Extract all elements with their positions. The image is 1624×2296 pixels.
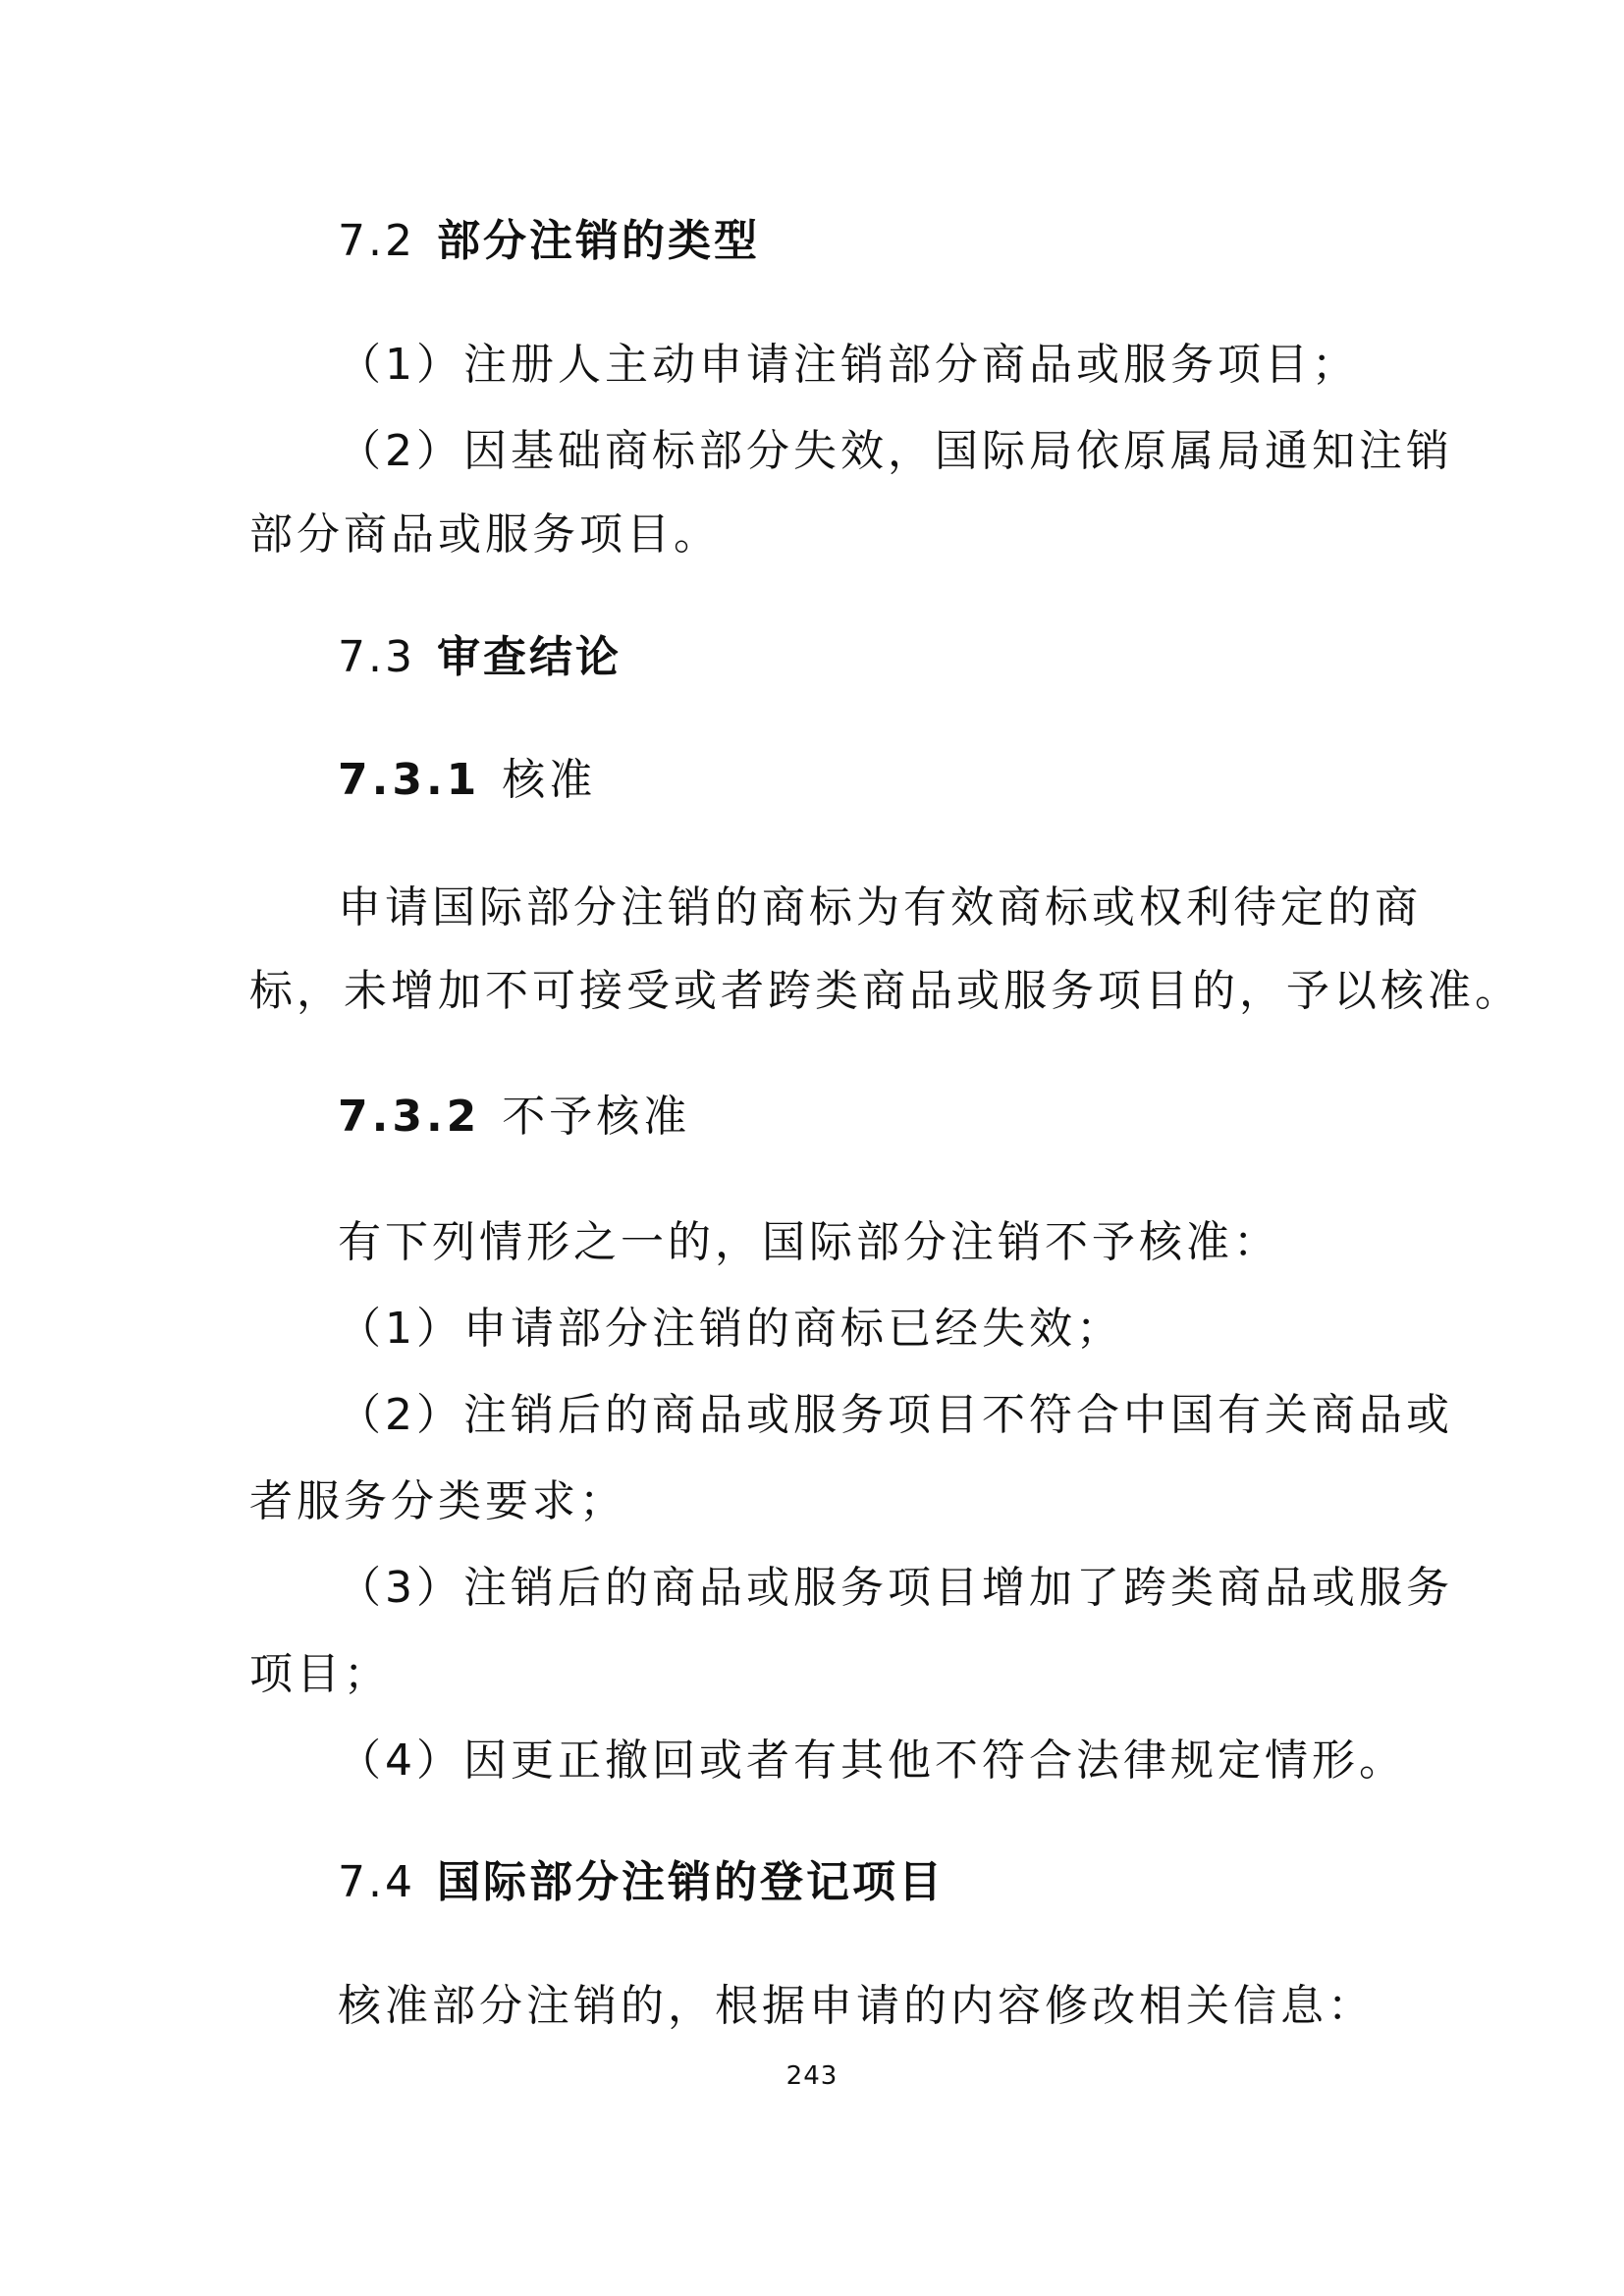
paragraph-types-item-2-line-2: 部分商品或服务项目。: [249, 509, 721, 560]
section-heading-7-4: [338, 1853, 945, 1912]
paragraph-rejection-intro: 有下列情形之一的，国际部分注销不予核准：: [338, 1217, 1280, 1267]
section-number: 7.4: [338, 1857, 415, 1907]
paragraph-types-item-2-line-1: （2）因基础商标部分失效，国际局依原属局通知注销: [338, 426, 1453, 476]
section-heading-7-3-2: [338, 1088, 690, 1147]
section-number: 7.3.2: [338, 1092, 481, 1142]
paragraph-types-item-1: （1）注册人主动申请注销部分商品或服务项目；: [338, 340, 1359, 390]
paragraph-rejection-item-3-line-1: （3）注销后的商品或服务项目增加了跨类商品或服务: [338, 1563, 1453, 1613]
paragraph-rejection-item-2-line-1: （2）注销后的商品或服务项目不符合中国有关商品或: [338, 1390, 1453, 1440]
section-heading-7-3: [338, 628, 622, 687]
section-title: 不予核准: [502, 1092, 691, 1142]
section-heading-7-3-1: [338, 751, 596, 810]
section-title: 部分注销的类型: [436, 216, 760, 266]
section-title: 审查结论: [436, 632, 622, 682]
section-heading-7-2: [338, 212, 760, 271]
paragraph-approval-line-1: 申请国际部分注销的商标为有效商标或权利待定的商: [338, 882, 1422, 933]
page-number: 243: [785, 2061, 839, 2091]
section-title: 核准: [502, 755, 597, 805]
section-title: 国际部分注销的登记项目: [436, 1857, 945, 1907]
paragraph-rejection-item-1: （1）申请部分注销的商标已经失效；: [338, 1304, 1123, 1354]
paragraph-rejection-item-3-line-2: 项目；: [249, 1649, 391, 1699]
paragraph-rejection-item-4: （4）因更正撤回或者有其他不符合法律规定情形。: [338, 1735, 1406, 1786]
paragraph-registration-line-1: 核准部分注销的，根据申请的内容修改相关信息：: [338, 1981, 1375, 2031]
paragraph-rejection-item-2-line-2: 者服务分类要求；: [249, 1476, 626, 1526]
paragraph-approval-line-2: 标，未增加不可接受或者跨类商品或服务项目的，予以核准。: [249, 966, 1522, 1016]
section-number: 7.3.1: [338, 755, 481, 805]
section-number: 7.3: [338, 632, 415, 682]
section-number: 7.2: [338, 216, 415, 266]
